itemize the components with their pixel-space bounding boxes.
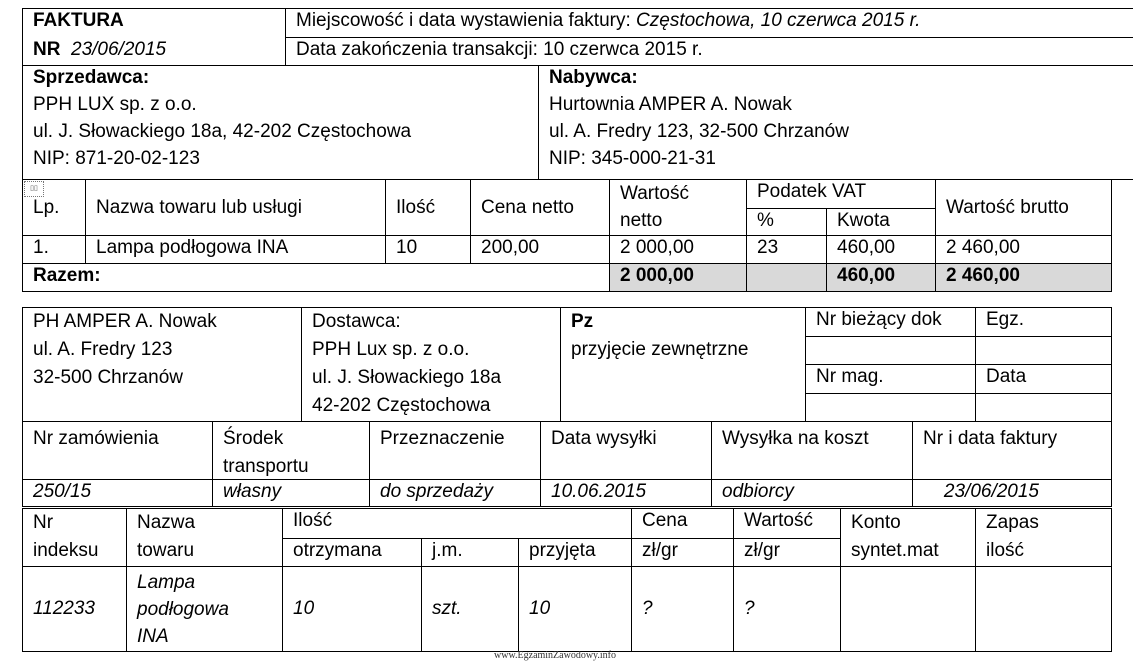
invoice-items-table	[22, 179, 1112, 292]
header-vat-pct: %	[747, 209, 827, 236]
header-net-value-line1: Wartość	[620, 183, 689, 204]
total-row	[23, 264, 1112, 292]
seller-address: ul. J. Słowackiego 18a, 42-202 Częstochowa	[33, 121, 412, 142]
seller-name: PPH LUX sp. z o.o.	[33, 94, 197, 115]
pz-transport-value: własny	[213, 480, 370, 507]
row-gross: 2 460,00	[936, 236, 1112, 264]
pz-copy-label: Egz.	[976, 308, 1112, 337]
pz-header-name	[127, 509, 283, 567]
table-row	[23, 236, 1112, 264]
seller-box	[23, 66, 539, 180]
footer-watermark: www.EgzaminZawodowy.info	[494, 650, 617, 661]
pz-item-received: 10	[283, 567, 422, 652]
buyer-name: Hurtownia AMPER A. Nowak	[549, 94, 792, 115]
pz-header-value-unit: zł/gr	[734, 539, 841, 567]
pz-item-account	[841, 567, 976, 652]
pz-recipient	[23, 308, 302, 422]
pz-order-no-label: Nr zamówienia	[23, 422, 213, 480]
header-qty: Ilość	[386, 180, 471, 236]
invoice-number-label: NR	[33, 38, 61, 60]
pz-current-doc-label: Nr bieżący dok	[806, 308, 976, 337]
pz-ship-cost-value: odbiorcy	[712, 480, 913, 507]
seller-label: Sprzedawca:	[33, 67, 150, 88]
invoice-table	[22, 8, 1133, 180]
pz-header-stock-line1: Zapas	[986, 512, 1039, 533]
row-lp: 1.	[23, 236, 86, 264]
pz-header-stock	[976, 509, 1112, 567]
pz-doc-code: Pz	[571, 311, 594, 332]
pz-header-table	[22, 307, 1112, 422]
pz-supplier	[302, 308, 561, 422]
pz-header-account-line2: syntet.mat	[851, 540, 939, 561]
pz-header-unit: j.m.	[422, 539, 519, 567]
total-vat-amount: 460,00	[827, 264, 936, 292]
row-qty: 10	[386, 236, 471, 264]
row-net-price: 200,00	[471, 236, 610, 264]
pz-header-account	[841, 509, 976, 567]
pz-item-name	[127, 567, 283, 652]
pz-purpose-value: do sprzedaży	[370, 480, 541, 507]
total-vat-pct-empty	[747, 264, 827, 292]
row-vat-amount: 460,00	[827, 236, 936, 264]
header-net-value	[610, 180, 747, 236]
invoice-number	[23, 38, 286, 66]
pz-item-stock	[976, 567, 1112, 652]
pz-header-accepted: przyjęta	[519, 539, 632, 567]
pz-warehouse-label: Nr mag.	[806, 365, 976, 394]
pz-order-table	[22, 421, 1112, 507]
invoice-place-date	[286, 9, 1133, 38]
header-lp: Lp.	[23, 180, 86, 236]
pz-header-index-line1: Nr	[33, 512, 54, 533]
pz-doc-type	[561, 308, 806, 422]
table-row	[23, 567, 1112, 652]
invoice-number-value: 23/06/2015	[71, 38, 167, 60]
pz-item-index: 112233	[23, 567, 127, 652]
pz-supplier-line1: PPH Lux sp. z o.o.	[312, 339, 470, 360]
transaction-end-date: Data zakończenia transakcji: 10 czerwca 2015 r.	[286, 38, 1133, 66]
buyer-box	[539, 66, 1133, 180]
header-net-value-line2: netto	[620, 210, 663, 231]
header-net-price: Cena netto	[471, 180, 610, 236]
pz-date-value	[976, 394, 1112, 422]
pz-transport-label	[213, 422, 370, 480]
pz-header-price-unit: zł/gr	[632, 539, 734, 567]
pz-purpose-label: Przeznaczenie	[370, 422, 541, 480]
pz-doc-name: przyjęcie zewnętrzne	[571, 339, 749, 360]
row-item-name: Lampa podłogowa INA	[86, 236, 386, 264]
pz-header-name-line1: Nazwa	[137, 512, 196, 533]
pz-header-price: Cena	[632, 509, 734, 539]
pz-item-value: ?	[734, 567, 841, 652]
pz-transport-label-line1: Środek	[223, 428, 284, 449]
total-gross: 2 460,00	[936, 264, 1112, 292]
pz-item-accepted: 10	[519, 567, 632, 652]
pz-header-stock-line2: ilość	[986, 540, 1025, 561]
pz-supplier-line3: 42-202 Częstochowa	[312, 395, 491, 416]
stamp-icon: ▯▯	[24, 181, 44, 197]
pz-item-price: ?	[632, 567, 734, 652]
pz-header-name-line2: towaru	[137, 540, 195, 561]
pz-ship-date-label: Data wysyłki	[541, 422, 712, 480]
pz-item-name-line1: Lampa	[137, 571, 196, 593]
pz-warehouse-value	[806, 394, 976, 422]
place-date-value: Częstochowa, 10 czerwca 2015 r.	[636, 10, 921, 31]
row-vat-pct: 23	[747, 236, 827, 264]
pz-header-index-line2: indeksu	[33, 540, 99, 561]
pz-supplier-label: Dostawca:	[312, 311, 401, 332]
pz-invoice-ref-label: Nr i data faktury	[913, 422, 1112, 480]
pz-item-name-line2: podłogowa	[137, 598, 229, 620]
pz-ship-date-value: 10.06.2015	[541, 480, 712, 507]
pz-header-account-line1: Konto	[851, 512, 901, 533]
total-net-value: 2 000,00	[610, 264, 747, 292]
pz-order-no-value: 250/15	[23, 480, 213, 507]
buyer-address: ul. A. Fredry 123, 32-500 Chrzanów	[549, 121, 849, 142]
pz-header-received: otrzymana	[283, 539, 422, 567]
row-net-value: 2 000,00	[610, 236, 747, 264]
pz-invoice-ref-value: 23/06/2015	[913, 480, 1112, 507]
pz-item-name-line3: INA	[137, 625, 169, 647]
pz-copy-value	[976, 337, 1112, 365]
place-date-label: Miejscowość i data wystawienia faktury:	[296, 10, 631, 31]
header-gross: Wartość brutto	[936, 180, 1112, 236]
invoice-title: FAKTURA	[23, 9, 286, 38]
pz-current-doc-value	[806, 337, 976, 365]
pz-date-label: Data	[976, 365, 1112, 394]
seller-nip: NIP: 871-20-02-123	[33, 148, 200, 169]
pz-header-index	[23, 509, 127, 567]
pz-transport-label-line2: transportu	[223, 456, 309, 477]
pz-item-unit: szt.	[422, 567, 519, 652]
header-item-name: Nazwa towaru lub usługi	[86, 180, 386, 236]
buyer-label: Nabywca:	[549, 67, 638, 88]
pz-header-qty: Ilość	[283, 509, 632, 539]
pz-recipient-line2: ul. A. Fredry 123	[33, 339, 173, 360]
pz-recipient-line1: PH AMPER A. Nowak	[33, 311, 217, 332]
pz-header-value: Wartość	[734, 509, 841, 539]
pz-ship-cost-label: Wysyłka na koszt	[712, 422, 913, 480]
total-label: Razem:	[23, 264, 610, 292]
pz-items-table	[22, 508, 1112, 652]
header-vat: Podatek VAT	[747, 180, 936, 209]
pz-supplier-line2: ul. J. Słowackiego 18a	[312, 367, 502, 388]
buyer-nip: NIP: 345-000-21-31	[549, 148, 716, 169]
pz-recipient-line3: 32-500 Chrzanów	[33, 367, 183, 388]
header-vat-amount: Kwota	[827, 209, 936, 236]
